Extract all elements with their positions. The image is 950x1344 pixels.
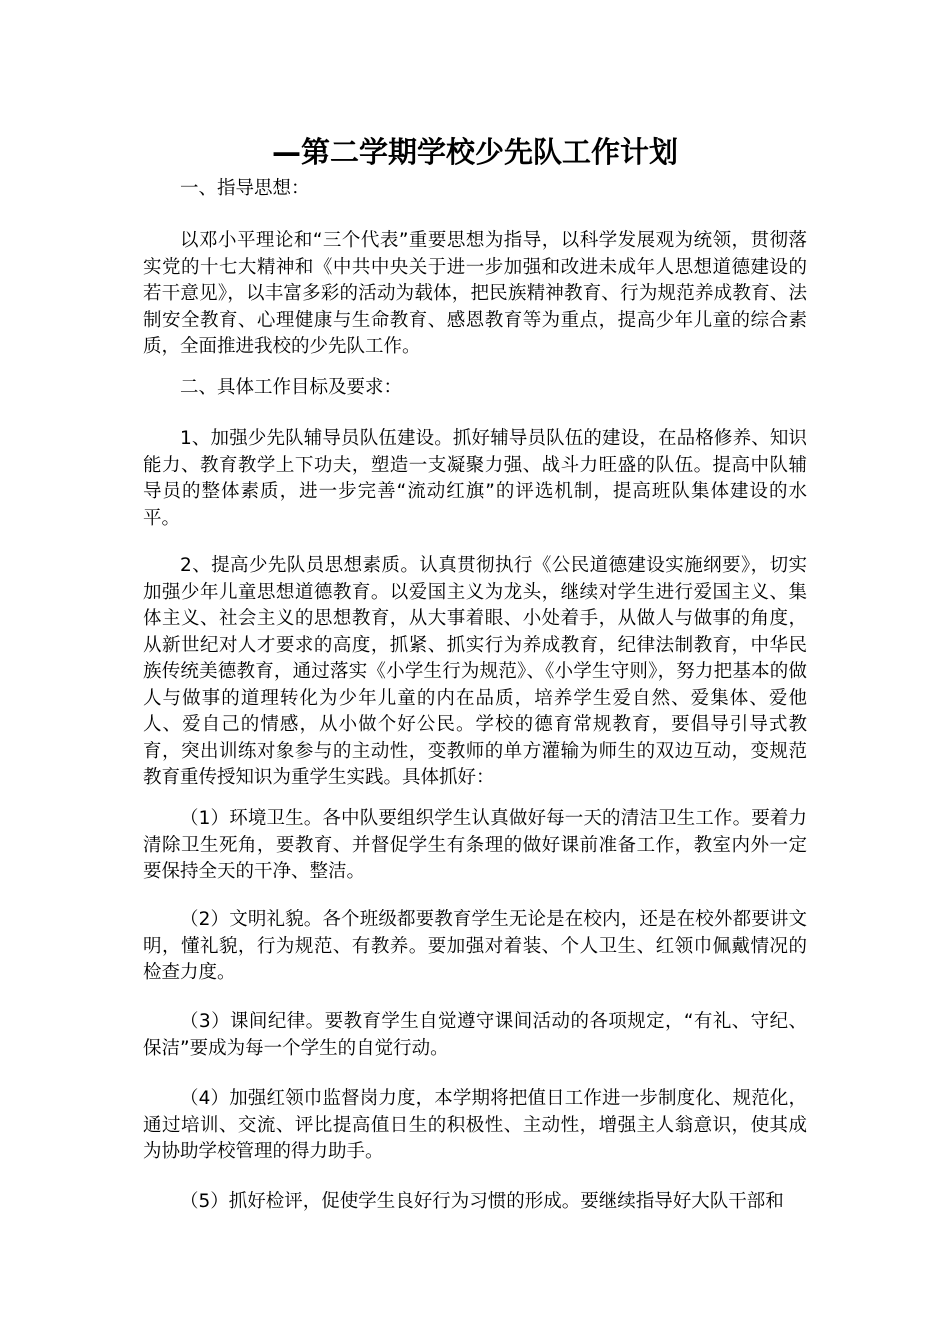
paragraph-subitem-5: （5）抓好检评，促使学生良好行为习惯的形成。要继续指导好大队干部和	[180, 1191, 784, 1212]
paragraph-subitem-2: （2）文明礼貌。各个班级都要教育学生无论是在校内，还是在校外都要讲文明，懂礼貌，行为规范、有教养。要加强对着装、个人卫生、红领巾佩戴情况的检查力度。	[143, 909, 807, 983]
paragraph-guiding-thought: 以邓小平理论和“三个代表”重要思想为指导，以科学发展观为统领，贯彻落实党的十七大精神和《中共中央关于进一步加强和改进未成年人思想道德建设的若干意见》，以丰富多彩的活动为载体，把民族精神教育、行为规范养成教育、法制安全教育、心理健康与生命教育、感恩教育等为重点，提高少年儿童的综合素质，全面推进我校的少先队工作。	[143, 230, 807, 357]
document-title: —第二学期学校少先队工作计划	[271, 135, 678, 169]
paragraph-item-2: 2、提高少先队员思想素质。认真贯彻执行《公民道德建设实施纲要》，切实加强少年儿童思想道德教育。以爱国主义为龙头，继续对学生进行爱国主义、集体主义、社会主义的思想教育，从大事着眼、小处着手，从做人与做事的角度，从新世纪对人才要求的高度，抓紧、抓实行为养成教育，纪律法制教育，中华民族传统美德教育，通过落实《小学生行为规范》、《小学生守则》，努力把基本的做人与做事的道理转化为少年儿童的内在品质，培养学生爱自然、爱集体、爱他人、爱自己的情感，从小做个好公民。学校的德育常规教育，要倡导引导式教育，突出训练对象参与的主动性，变教师的单方灌输为师生的双边互动，变规范教育重传授知识为重学生实践。具体抓好：	[143, 555, 807, 788]
paragraph-subitem-3: （3）课间纪律。要教育学生自觉遵守课间活动的各项规定，“有礼、守纪、保洁”要成为每一个学生的自觉行动。	[143, 1011, 807, 1059]
section-heading-guiding-thought: 一、指导思想：	[180, 178, 310, 199]
section-heading-goals: 二、具体工作目标及要求：	[180, 377, 403, 398]
paragraph-subitem-1: （1）环境卫生。各中队要组织学生认真做好每一天的清洁卫生工作。要着力清除卫生死角，要教育、并督促学生有条理的做好课前准备工作，教室内外一定要保持全天的干净、整洁。	[143, 808, 807, 882]
paragraph-item-1: 1、加强少先队辅导员队伍建设。抓好辅导员队伍的建设，在品格修养、知识能力、教育教学上下功夫，塑造一支凝聚力强、战斗力旺盛的队伍。提高中队辅导员的整体素质，进一步完善“流动红旗”的评选机制，提高班队集体建设的水平。	[143, 428, 807, 529]
paragraph-subitem-4: （4）加强红领巾监督岗力度，本学期将把值日工作进一步制度化、规范化，通过培训、交流、评比提高值日生的积极性、主动性，增强主人翁意识，使其成为协助学校管理的得力助手。	[143, 1088, 807, 1162]
